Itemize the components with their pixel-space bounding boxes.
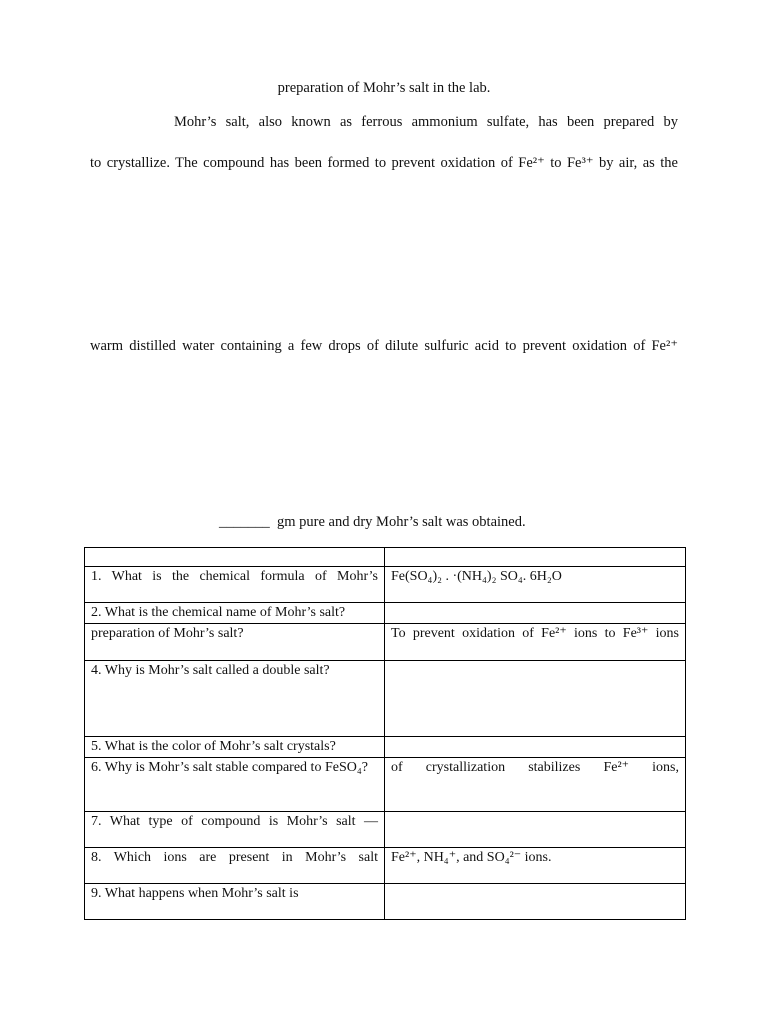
table-row [85,884,686,920]
question-cell: 1. What is the chemical formula of Mohr’s [85,567,385,603]
paragraph-2-line: warm distilled water containing a few drops of dilute sulfuric acid to prevent oxidation of Fe²⁺ [90,338,678,354]
answer-cell [385,661,686,737]
answer-cell [385,603,686,624]
answer-cell [385,737,686,758]
answer-cell: Fe(SO₄)₂ . ·(NH₄)₂ SO₄. 6H₂O [385,567,686,603]
question-cell: 7. What type of compound is Mohr’s salt — [85,812,385,848]
table-row [85,603,686,624]
table-row [85,758,686,812]
answer-cell [385,884,686,920]
table-row [85,812,686,848]
question-cell: 4. Why is Mohr’s salt called a double salt? [85,661,385,737]
page-title: preparation of Mohr’s salt in the lab. [277,80,491,96]
question-cell: 5. What is the color of Mohr’s salt crystals? [85,737,385,758]
question-cell: 8. Which ions are present in Mohr’s salt [85,848,385,884]
question-cell: preparation of Mohr’s salt? [85,624,385,661]
table-row [85,548,686,567]
question-cell [85,548,385,567]
answer-cell [385,812,686,848]
question-answer-table [84,547,686,920]
yield-blank: _______ [219,514,270,530]
question-cell: 9. What happens when Mohr’s salt is [85,884,385,920]
paragraph-1-line-1: Mohr’s salt, also known as ferrous ammonium sulfate, has been prepared by [174,114,678,130]
question-cell: 6. Why is Mohr’s salt stable compared to FeSO₄? [85,758,385,812]
table-row [85,737,686,758]
question-cell: 2. What is the chemical name of Mohr’s salt? [85,603,385,624]
answer-cell: To prevent oxidation of Fe²⁺ ions to Fe³⁺ ions [385,624,686,661]
answer-cell [385,548,686,567]
table-row [85,567,686,603]
table-row [85,848,686,884]
answer-cell: of crystallization stabilizes Fe²⁺ ions, [385,758,686,812]
yield-statement [219,514,526,531]
yield-text: gm pure and dry Mohr’s salt was obtained. [277,514,526,530]
answer-cell: Fe²⁺, NH₄⁺, and SO₄²⁻ ions. [385,848,686,884]
paragraph-1-line-2: to crystallize. The compound has been formed to prevent oxidation of Fe²⁺ to Fe³⁺ by air, as the [90,155,678,171]
table-row [85,624,686,661]
table-row [85,661,686,737]
